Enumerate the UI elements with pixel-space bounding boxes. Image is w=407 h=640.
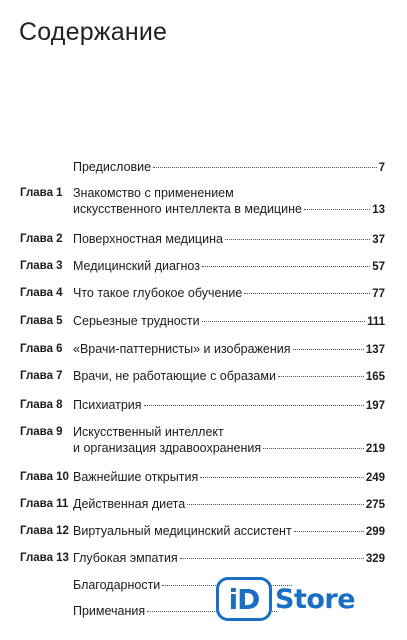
dot-leader	[244, 293, 370, 294]
page-title: Содержание	[19, 18, 168, 46]
page-number: 249	[365, 472, 385, 484]
entry-title: «Врачи-паттернисты» и изображения	[73, 342, 291, 356]
dot-leader	[187, 504, 364, 505]
entry-title: Врачи, не работающие с образами	[73, 369, 276, 383]
dot-leader	[294, 531, 364, 532]
page-number: 57	[372, 261, 385, 273]
dot-leader	[263, 448, 364, 449]
dot-leader	[293, 349, 364, 350]
entry-title: Примечания	[73, 604, 146, 618]
dot-leader	[180, 558, 364, 559]
dot-leader	[153, 167, 376, 168]
entry-line	[73, 342, 385, 358]
page-number: 329	[365, 553, 385, 565]
entry-line	[73, 441, 385, 457]
page-number: 37	[372, 234, 385, 246]
entry-line	[73, 369, 385, 385]
entry-title: искусственного интеллекта в медицине	[73, 202, 302, 216]
chapter-number: Глава 10	[20, 471, 69, 483]
chapter-number: Глава 2	[20, 233, 63, 245]
chapter-number: Глава 8	[20, 399, 63, 411]
page-number: 13	[372, 204, 385, 216]
entry-line	[73, 497, 385, 513]
entry-line	[73, 398, 385, 414]
dot-leader	[202, 266, 370, 267]
chapter-number: Глава 6	[20, 343, 63, 355]
entry-line	[73, 551, 385, 567]
entry-title: Действенная диета	[73, 497, 186, 511]
dot-leader	[304, 209, 370, 210]
chapter-number: Глава 13	[20, 552, 69, 564]
chapter-number: Глава 3	[20, 260, 63, 272]
entry-title: Искусственный интеллект	[73, 425, 224, 439]
page-number: 275	[365, 499, 385, 511]
entry-line	[73, 160, 385, 176]
entry-title: Благодарности	[73, 578, 161, 592]
entry-title: Важнейшие открытия	[73, 470, 199, 484]
logo-store-text: Store	[275, 583, 356, 615]
page-number: 219	[365, 443, 385, 455]
dot-leader	[144, 405, 364, 406]
entry-line	[73, 470, 385, 486]
page-number: 137	[365, 344, 385, 356]
entry-title: Психиатрия	[73, 398, 142, 412]
chapter-number: Глава 1	[20, 187, 63, 199]
entry-title: Поверхностная медицина	[73, 232, 223, 246]
entry-line	[73, 259, 385, 275]
chapter-number: Глава 7	[20, 370, 63, 382]
entry-title: Виртуальный медицинский ассистент	[73, 524, 292, 538]
entry-line	[73, 314, 385, 330]
entry-title: Медицинский диагноз	[73, 259, 200, 273]
page-number: 299	[365, 526, 385, 538]
chapter-number: Глава 9	[20, 426, 63, 438]
entry-title: Что такое глубокое обучение	[73, 286, 243, 300]
entry-line	[73, 524, 385, 540]
logo-id-text: iD	[228, 582, 260, 616]
page-number: 111	[367, 316, 385, 328]
entry-line	[73, 202, 385, 218]
dot-leader	[278, 376, 364, 377]
entry-line	[73, 286, 385, 302]
page-number: 77	[372, 288, 385, 300]
entry-line	[73, 425, 385, 441]
dot-leader	[200, 477, 364, 478]
page-number: 7	[378, 162, 385, 174]
entry-title: Предисловие	[73, 160, 152, 174]
entry-title: Серьезные трудности	[73, 314, 200, 328]
chapter-number: Глава 11	[20, 498, 69, 510]
page-number: 197	[365, 400, 385, 412]
chapter-number: Глава 4	[20, 287, 63, 299]
dot-leader	[225, 239, 370, 240]
entry-title: и организация здравоохранения	[73, 441, 262, 455]
logo-badge	[216, 577, 272, 621]
chapter-number: Глава 5	[20, 315, 63, 327]
entry-title: Глубокая эмпатия	[73, 551, 178, 565]
entry-line	[73, 186, 385, 202]
dot-leader	[202, 321, 365, 322]
chapter-number: Глава 12	[20, 525, 69, 537]
entry-title: Знакомство с применением	[73, 186, 234, 200]
page-number: 165	[365, 371, 385, 383]
watermark-logo	[216, 575, 356, 623]
entry-line	[73, 232, 385, 248]
